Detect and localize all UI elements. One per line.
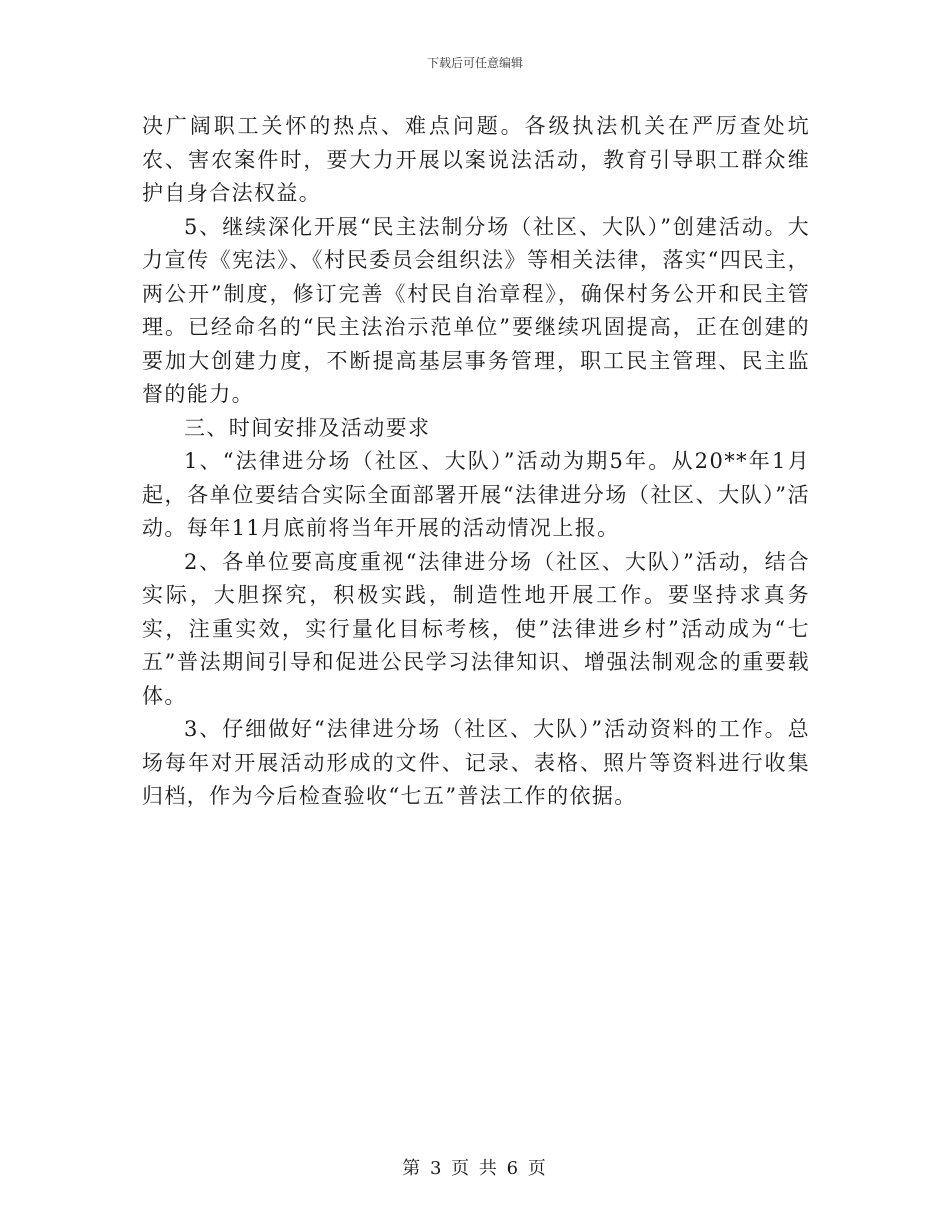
section-heading: 三、时间安排及活动要求: [184, 415, 431, 440]
page-header: 下载后可任意编辑: [426, 56, 523, 70]
paragraph-item-3: 3、仔细做好“法律进分场（社区、大队）”活动资料的工作。总场每年对开展活动形成的文件、记录、表格、照片等资料进行收集归档，作为今后检查验收“七五”普法工作的依据。: [142, 717, 810, 808]
paragraph-continuation: 决广阔职工关怀的热点、难点问题。各级执法机关在严厉查处坑农、害农案件时，要大力开展以案说法活动，教育引导职工群众维护自身合法权益。: [142, 114, 810, 205]
paragraph-item-5: 5、继续深化开展“民主法制分场（社区、大队）”创建活动。大力宣传《宪法》、《村民委员会组织法》等相关法律，落实“四民主，两公开”制度，修订完善《村民自治章程》，确保村务公开和民主管理。已经命名的“民主法治示范单位”要继续巩固提高，正在创建的要加大创建力度，不断提高基层事务管理，职工民主管理、民主监督的能力。: [142, 214, 810, 406]
page-number: 第 3 页 共 6 页: [402, 1158, 548, 1179]
paragraph-item-2: 2、各单位要高度重视“法律进分场（社区、大队）”活动，结合实际，大胆探究，积极实践，制造性地开展工作。要坚持求真务实，注重实效，实行量化目标考核，使”法律进乡村”活动成为“七五”普法期间引导和促进公民学习法律知识、增强法制观念的重要载体。: [142, 549, 810, 708]
paragraph-item-1: 1、“法律进分场（社区、大队）”活动为期5年。从20**年1月起，各单位要结合实际全面部署开展“法律进分场（社区、大队）”活动。每年11月底前将当年开展的活动情况上报。: [142, 449, 810, 540]
document-body: [142, 110, 810, 814]
